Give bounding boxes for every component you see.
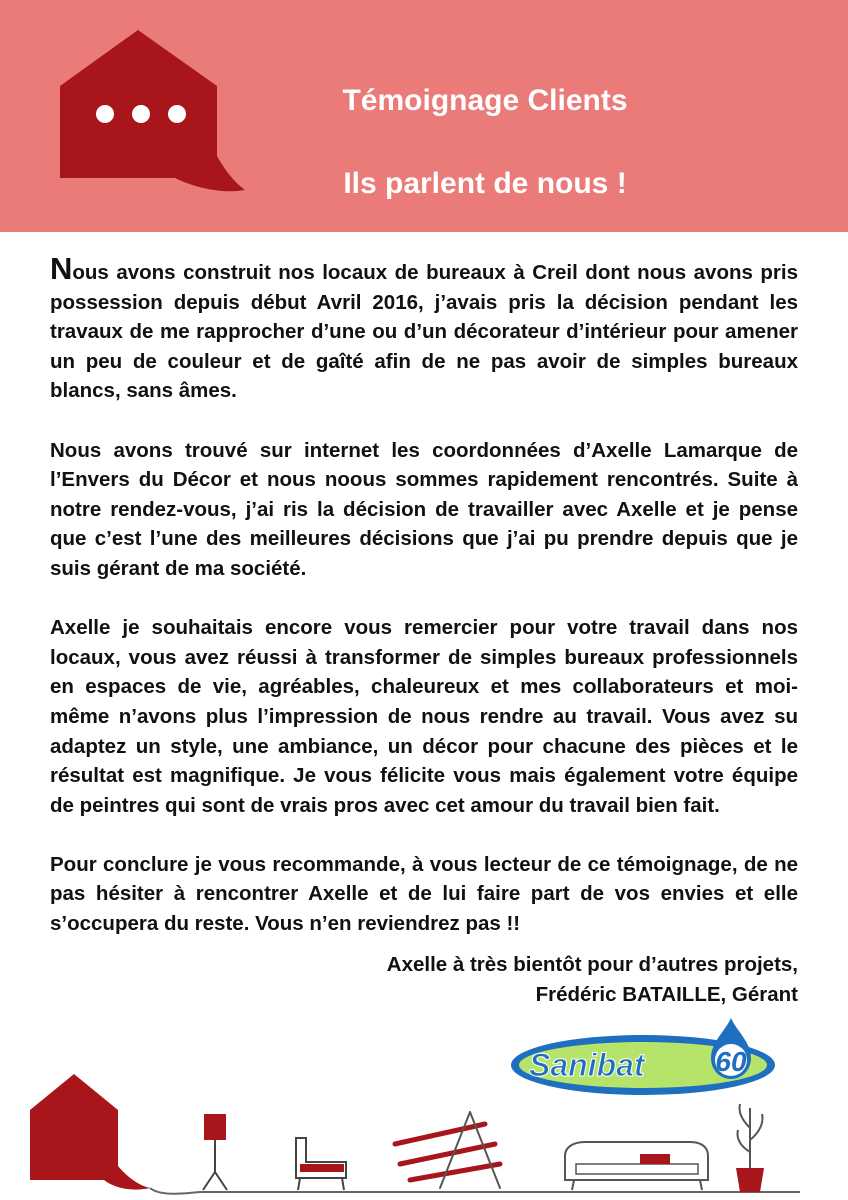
paragraph-4: Pour conclure je vous recommande, à vous lecteur de ce témoignage, de ne pas hésiter à rencontrer Axelle et de lui faire part de vos envies et elle s’occupera du reste. Vous n’en reviendrez pas !! — [50, 852, 798, 936]
sofa-icon — [565, 1142, 708, 1190]
page-title: Témoignage Clients — [342, 84, 628, 117]
furniture-decor-illustration — [0, 1060, 848, 1200]
paragraph-1-text: ous avons construit nos locaux de bureaux à Creil dont nous avons pris possession depuis début Avril 2016, j’avais pris la décision pendant les travaux de me rapprocher d’une ou d’un décorateur d’intérieur pour amener un peu de couleur et de gaîté afin de ne pas avoir de simples bureaux blancs, sans âmes. — [50, 261, 798, 403]
potted-plant-icon — [736, 1104, 764, 1192]
testimonial-body — [50, 251, 798, 968]
signature-line-1: Axelle à très bientôt pour d’autres projets, — [386, 953, 798, 976]
page-subtitle: Ils parlent de nous ! — [343, 167, 627, 200]
paragraph-3: Axelle je souhaitais encore vous remercier pour votre travail dans nos locaux, vous avez réussi à transformer de simples bureaux professionnels en espaces de vie, agréables, chaleureux et mes collaborateurs et moi-même n’avons plus l’impression de nous rendre au travail. Vous avez su adaptez un style, une ambiance, un décor pour chacune des pièces et le résultat est magnifique. Je vous félicite vous mais également votre équipe de peintres qui sont de vrais pros avec cet amour du travail bien fait. — [50, 616, 798, 817]
header-banner — [0, 0, 848, 232]
speech-house-icon — [55, 24, 250, 204]
paragraph-2: Nous avons trouvé sur internet les coordonnées d’Axelle Lamarque de l’Envers du Décor et nous noous sommes rapidement rencontrés. Suite à notre rendez-vous, j’ai ris la décision de travailler avec Axelle et je pense que c’est l’une des meilleures décisions que j’ai pu prendre depuis que je suis gérant de ma société. — [50, 438, 798, 580]
drop-cap: N — [50, 251, 73, 286]
small-house-icon — [30, 1074, 150, 1190]
armchair-icon — [296, 1138, 346, 1190]
signature — [387, 950, 798, 1009]
shelf-lines-icon — [395, 1112, 500, 1188]
logo-number-text: 60 — [715, 1046, 747, 1077]
signature-line-2: Frédéric BATAILLE, Gérant — [535, 982, 798, 1006]
floor-lamp-icon — [203, 1114, 227, 1190]
logo-brand-text: Sanibat — [529, 1047, 645, 1083]
paragraph-1 — [50, 251, 798, 406]
